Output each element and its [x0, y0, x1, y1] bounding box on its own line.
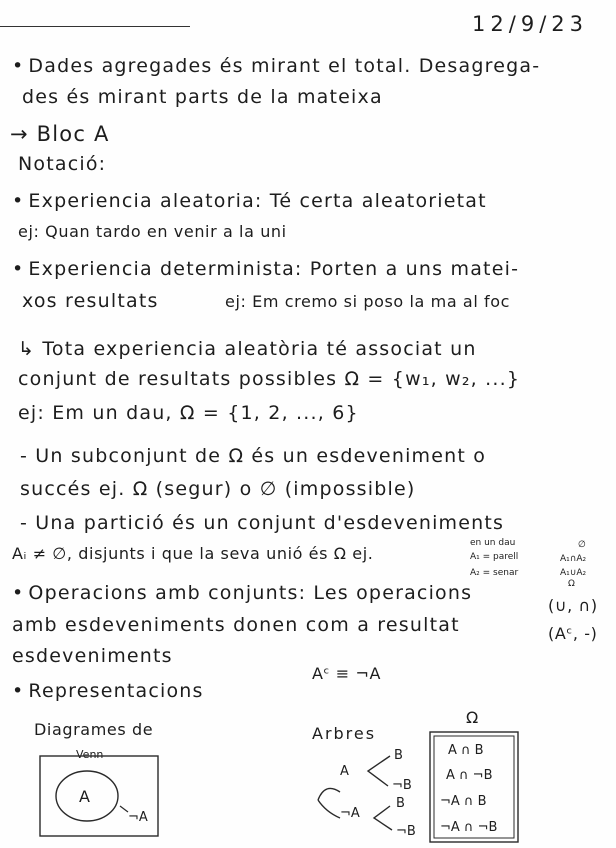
venn-a-label: A — [79, 787, 90, 806]
tree-na-branches — [374, 806, 392, 830]
omega-cell-not-a-and-b: ¬A ∩ B — [440, 794, 487, 809]
line-dades-agregades: • Dades agregades és mirant el total. Desagrega- — [12, 55, 540, 77]
tree-node-b-1: B — [394, 748, 403, 763]
line-tota-experiencia: ↳ Tota experiencia aleatòria té associat un — [18, 338, 477, 360]
omega-cell-a-and-b: A ∩ B — [448, 743, 484, 758]
tree-node-a: A — [340, 764, 349, 779]
venn-title-2: Venn — [76, 748, 104, 761]
omega-cell-not-a-and-not-b: ¬A ∩ ¬B — [440, 820, 498, 835]
omega-cell-a-and-not-b: A ∩ ¬B — [446, 768, 493, 783]
line-mateixos-resultats: xos resultats — [22, 290, 159, 312]
heading-bloc-a: → Bloc A — [10, 122, 110, 146]
date: 12/9/23 — [472, 12, 588, 36]
line-operacions: • Operacions amb conjunts: Les operacions — [12, 582, 472, 604]
note-omega: Ω — [568, 579, 575, 589]
note-en-un-dau: en un dau — [470, 538, 516, 548]
venn-pointer — [120, 806, 128, 812]
line-ej-foc: ej: Em cremo si poso la ma al foc — [225, 292, 511, 311]
note-senar: A₂ = senar — [470, 568, 519, 578]
tree-root-branch-top — [318, 788, 340, 800]
tree-node-not-b-2: ¬B — [396, 824, 416, 839]
ops-set: (∪, ∩) — [548, 596, 598, 615]
line-ej-dau: ej: Em un dau, Ω = {1, 2, ..., 6} — [18, 402, 359, 424]
complement-notation: Aᶜ ≡ ¬A — [312, 664, 381, 683]
tree-node-not-b-1: ¬B — [392, 778, 412, 793]
tree-node-not-a: ¬A — [340, 806, 360, 821]
line-experiencia-determinista: • Experiencia determinista: Porten a uns matei- — [12, 258, 519, 280]
tree-title: Arbres — [312, 724, 377, 743]
ops-complement: (Aᶜ, -) — [548, 624, 598, 643]
line-esdeveniments: esdeveniments — [12, 645, 173, 667]
line-particio: - Una partició és un conjunt d'esdeveniments — [20, 512, 505, 534]
omega-label: Ω — [466, 708, 479, 727]
line-desagregades: des és mirant parts de la mateixa — [22, 86, 383, 108]
note-union: A₁∪A₂ — [560, 568, 587, 578]
tree-node-b-2: B — [396, 796, 405, 811]
tree-root-branch-bottom — [318, 800, 340, 818]
line-succes: succés ej. Ω (segur) o ∅ (impossible) — [20, 478, 416, 500]
line-conjunt-resultats: conjunt de resultats possibles Ω = {w₁, w₂, ...} — [18, 368, 521, 390]
line-ej-uni: ej: Quan tardo en venir a la uni — [18, 222, 287, 241]
line-disjunts: Aᵢ ≠ ∅, disjunts i que la seva unió és Ω ej. — [12, 544, 374, 563]
tree-a-branches — [368, 756, 390, 786]
line-amb-esdeveniments: amb esdeveniments donen com a resultat — [12, 614, 460, 636]
note-intersection: A₁∩A₂ — [560, 554, 587, 564]
line-subconjunt: - Un subconjunt de Ω és un esdeveniment o — [20, 445, 487, 467]
note-empty-set: ∅ — [578, 540, 586, 550]
line-experiencia-aleatoria: • Experiencia aleatoria: Té certa aleatorietat — [12, 190, 487, 212]
venn-title: Diagrames de — [34, 720, 154, 739]
line-representacions: • Representacions — [12, 680, 204, 702]
venn-not-a-label: ¬A — [128, 810, 148, 825]
label-notacio: Notació: — [18, 153, 107, 175]
note-parell: A₁ = parell — [470, 552, 519, 562]
